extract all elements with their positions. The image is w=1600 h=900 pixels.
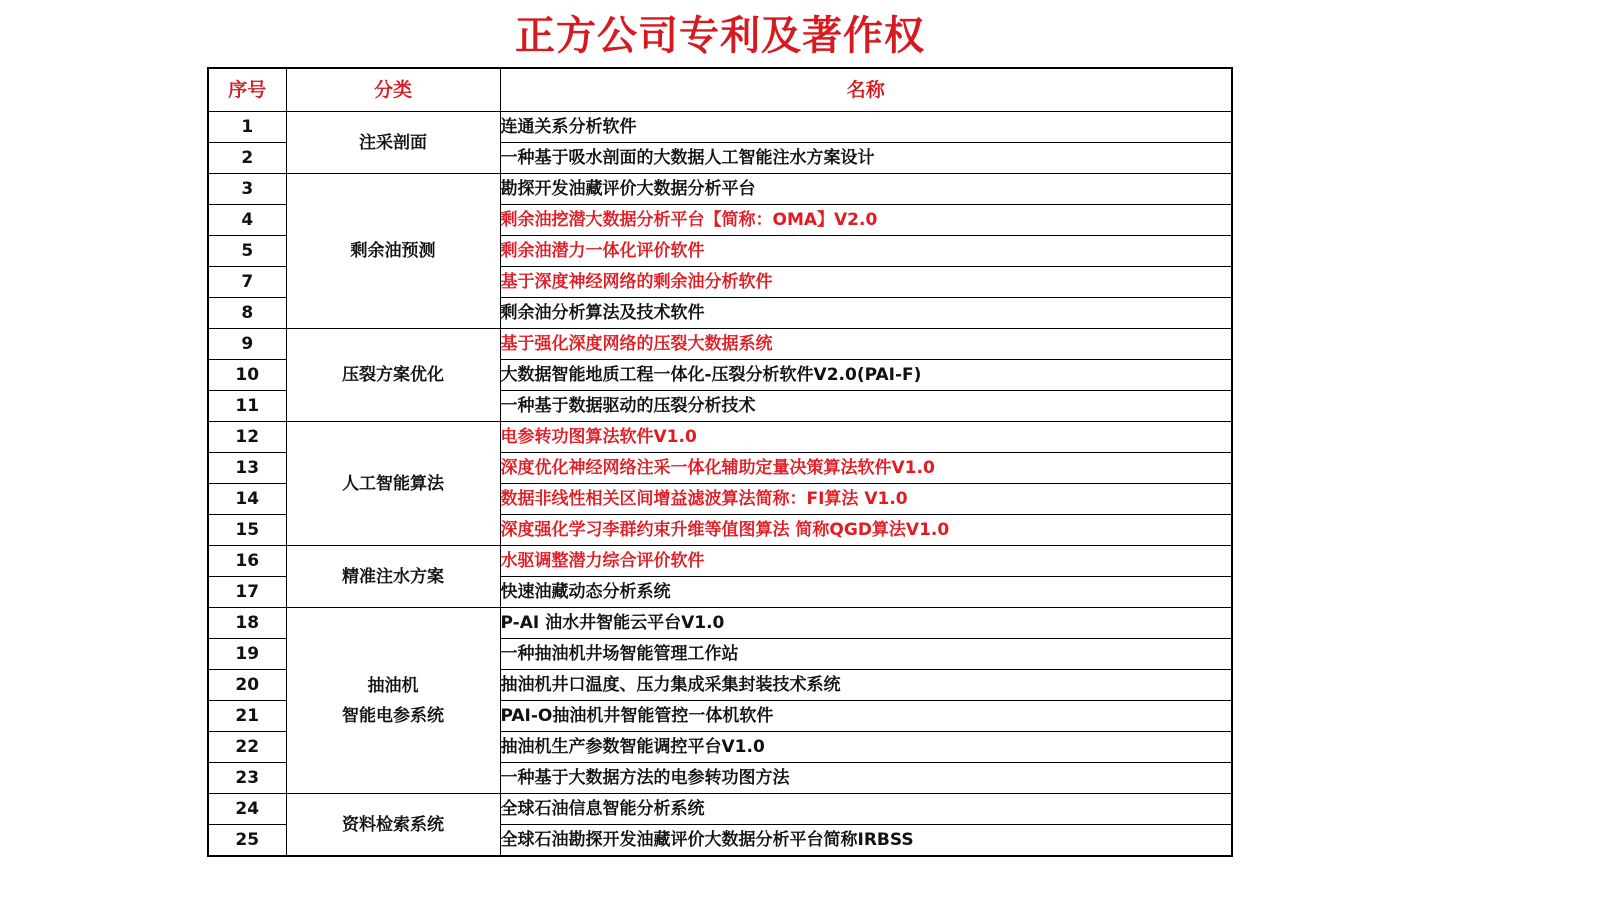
table-row [208,329,1232,360]
table-row [208,546,1232,577]
page-title: 正方公司专利及著作权 [515,13,925,59]
row-number: 23 [208,763,286,794]
category-cell: 压裂方案优化 [286,329,500,422]
item-name: 剩余油分析算法及技术软件 [500,298,1232,329]
item-name: 快速油藏动态分析系统 [500,577,1232,608]
row-number: 17 [208,577,286,608]
row-number: 21 [208,701,286,732]
item-name: 全球石油勘探开发油藏评价大数据分析平台简称IRBSS [500,825,1232,857]
table-row [208,112,1232,143]
item-name: 全球石油信息智能分析系统 [500,794,1232,825]
table-row [208,422,1232,453]
row-number: 15 [208,515,286,546]
table-row [208,794,1232,825]
item-name-highlighted: 数据非线性相关区间增益滤波算法简称：FI算法 V1.0 [500,484,1232,515]
item-name: 一种抽油机井场智能管理工作站 [500,639,1232,670]
item-name-highlighted: 深度强化学习李群约束升维等值图算法 简称QGD算法V1.0 [500,515,1232,546]
row-number: 12 [208,422,286,453]
item-name: 一种基于吸水剖面的大数据人工智能注水方案设计 [500,143,1232,174]
row-number: 10 [208,360,286,391]
item-name: 一种基于大数据方法的电参转功图方法 [500,763,1232,794]
header-index: 序号 [208,68,286,112]
row-number: 19 [208,639,286,670]
row-number: 1 [208,112,286,143]
row-number: 18 [208,608,286,639]
category-cell: 人工智能算法 [286,422,500,546]
row-number: 24 [208,794,286,825]
row-number: 9 [208,329,286,360]
category-cell: 资料检索系统 [286,794,500,857]
patent-table [207,67,1233,857]
item-name-highlighted: 电参转功图算法软件V1.0 [500,422,1232,453]
item-name: PAI-O抽油机井智能管控一体机软件 [500,701,1232,732]
row-number: 3 [208,174,286,205]
header-name: 名称 [500,68,1232,112]
row-number: 7 [208,267,286,298]
row-number: 22 [208,732,286,763]
row-number: 25 [208,825,286,857]
category-cell: 注采剖面 [286,112,500,174]
item-name-highlighted: 水驱调整潜力综合评价软件 [500,546,1232,577]
item-name: 勘探开发油藏评价大数据分析平台 [500,174,1232,205]
item-name-highlighted: 基于强化深度网络的压裂大数据系统 [500,329,1232,360]
row-number: 4 [208,205,286,236]
table-body [208,112,1232,857]
item-name: 连通关系分析软件 [500,112,1232,143]
table-header-row [208,68,1232,112]
item-name: 大数据智能地质工程一体化-压裂分析软件V2.0(PAI-F) [500,360,1232,391]
row-number: 11 [208,391,286,422]
category-cell: 精准注水方案 [286,546,500,608]
item-name: 一种基于数据驱动的压裂分析技术 [500,391,1232,422]
row-number: 2 [208,143,286,174]
header-category: 分类 [286,68,500,112]
row-number: 5 [208,236,286,267]
item-name-highlighted: 剩余油挖潜大数据分析平台【简称：OMA】V2.0 [500,205,1232,236]
item-name: 抽油机生产参数智能调控平台V1.0 [500,732,1232,763]
row-number: 20 [208,670,286,701]
row-number: 14 [208,484,286,515]
item-name: P-AI 油水井智能云平台V1.0 [500,608,1232,639]
table-row [208,174,1232,205]
item-name-highlighted: 深度优化神经网络注采一体化辅助定量决策算法软件V1.0 [500,453,1232,484]
table-row [208,608,1232,639]
category-cell: 抽油机 智能电参系统 [286,608,500,794]
item-name-highlighted: 基于深度神经网络的剩余油分析软件 [500,267,1232,298]
row-number: 8 [208,298,286,329]
item-name-highlighted: 剩余油潜力一体化评价软件 [500,236,1232,267]
category-cell: 剩余油预测 [286,174,500,329]
item-name: 抽油机井口温度、压力集成采集封装技术系统 [500,670,1232,701]
row-number: 13 [208,453,286,484]
row-number: 16 [208,546,286,577]
